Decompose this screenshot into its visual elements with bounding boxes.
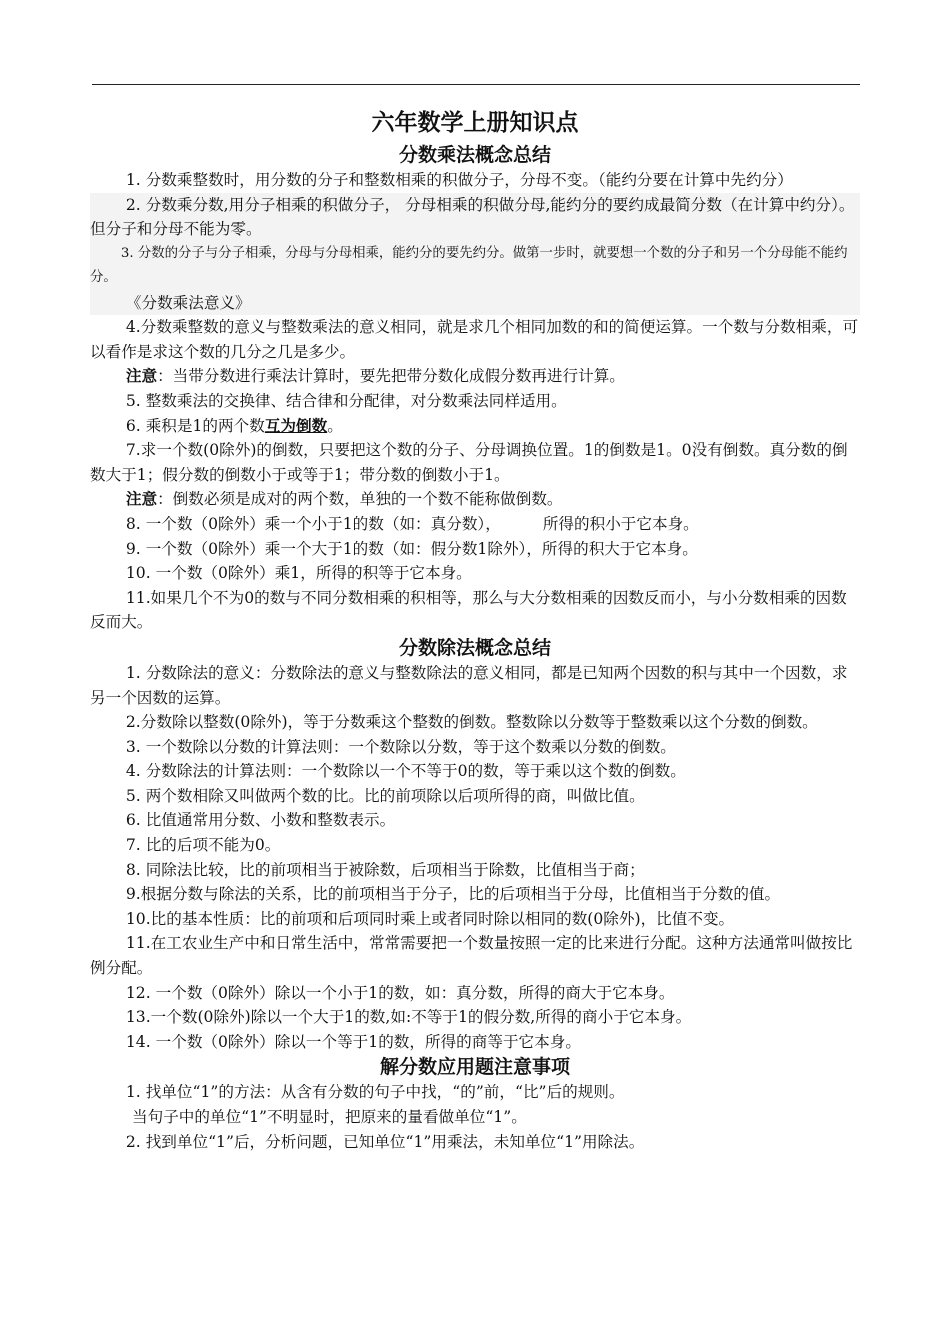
paragraph: 3. 分数的分子与分子相乘，分母与分母相乘，能约分的要先约分。做第一步时，就要想一个数的分子和另一个分母能不能约分。 [90, 245, 848, 286]
subheading-meaning: 《分数乘法意义》 [125, 293, 251, 312]
text-segment: 所得的积小于它本身。 [542, 514, 699, 533]
paragraph: 当句子中的单位“1”不明显时，把原来的量看做单位“1”。 [132, 1108, 527, 1126]
paragraph: 1. 分数乘整数时，用分数的分子和整数相乘的积做分子，分母不变。（能约分要在计算中先约分） [125, 171, 793, 189]
note-label: 注意 [125, 366, 158, 386]
paragraph: 12. 一个数（0除外）除以一个小于1的数，如：真分数，所得的商大于它本身。 [125, 983, 675, 1002]
section-heading-multiplication: 分数乘法概念总结 [398, 144, 551, 166]
text-segment: 。 [327, 416, 343, 435]
paragraph: 3. 一个数除以分数的计算法则：一个数除以分数，等于这个数乘以分数的倒数。 [125, 737, 676, 756]
paragraph: 2. 分数乘分数,用分子相乘的积做分子， 分母相乘的积做分母,能约分的要约成最简分数（在计算中约分）。 但分子和分母不能为零。 [90, 195, 855, 239]
note-paragraph [90, 487, 860, 512]
page-title: 六年数学上册知识点 [371, 109, 579, 136]
paragraph: 11.如果几个不为0的数与不同分数相乘的积相等，那么与大分数相乘的因数反而小，与小分数相乘的因数反而大。 [90, 588, 847, 632]
paragraph: 7. 比的后项不能为0。 [125, 836, 281, 855]
paragraph: 2. 找到单位“1”后，分析问题，已知单位“1”用乘法，未知单位“1”用除法。 [125, 1132, 645, 1151]
text-segment: 8. 一个数（0除外）乘一个小于1的数（如：真分数）， [125, 514, 501, 533]
text-segment: 6. 乘积是1的两个数 [125, 416, 265, 435]
paragraph: 9.根据分数与除法的关系，比的前项相当于分子，比的后项相当于分母，比值相当于分数的值。 [125, 885, 781, 904]
paragraph: 6. 比值通常用分数、小数和整数表示。 [125, 811, 396, 830]
paragraph: 8. 同除法比较，比的前项相当于被除数，后项相当于除数，比值相当于商； [125, 860, 645, 879]
paragraph: 4. 分数除法的计算法则：一个数除以一个不等于0的数，等于乘以这个数的倒数。 [125, 762, 686, 781]
paragraph: 10.比的基本性质：比的前项和后项同时乘上或者同时除以相同的数(0除外)，比值不变。 [125, 909, 735, 928]
note-label: 注意 [125, 489, 158, 509]
document-page [90, 104, 860, 1154]
paragraph: 10. 一个数（0除外）乘1，所得的积等于它本身。 [125, 564, 472, 583]
section-heading-division: 分数除法概念总结 [398, 636, 551, 659]
paragraph: 5. 整数乘法的交换律、结合律和分配律，对分数乘法同样适用。 [125, 391, 567, 410]
paragraph: 5. 两个数相除又叫做两个数的比。比的前项除以后项所得的商，叫做比值。 [125, 786, 645, 805]
paragraph: 4.分数乘整数的意义与整数乘法的意义相同，就是求几个相同加数的和的简便运算。一个数与分数相乘，可以看作是求这个数的几分之几是多少。 [90, 318, 859, 361]
note-text: ：倒数必须是成对的两个数，单独的一个数不能称做倒数。 [157, 490, 563, 509]
paragraph: 11.在工农业生产中和日常生活中，常常需要把一个数量按照一定的比来进行分配。这种方法通常叫做按比例分配。 [90, 934, 853, 978]
header-rule [92, 84, 860, 85]
paragraph: 1. 分数除法的意义：分数除法的意义与整数除法的意义相同，都是已知两个因数的积与其中一个因数，求另一个因数的运算。 [90, 663, 848, 707]
paragraph-reciprocal [90, 414, 860, 439]
paragraph: 1. 找单位“1”的方法：从含有分数的句子中找，“的”前，“比”后的规则。 [125, 1083, 625, 1102]
emphasis-reciprocal: 互为倒数 [264, 415, 328, 435]
paragraph [90, 512, 860, 537]
paragraph: 14. 一个数（0除外）除以一个等于1的数，所得的商等于它本身。 [125, 1032, 581, 1051]
section-heading-word-problems: 解分数应用题注意事项 [379, 1056, 570, 1079]
note-text: ：当带分数进行乘法计算时，要先把带分数化成假分数再进行计算。 [157, 367, 625, 386]
paragraph: 2.分数除以整数(0除外)，等于分数乘这个整数的倒数。整数除以分数等于整数乘以这个分数的倒数。 [125, 713, 818, 732]
shaded-block [90, 193, 860, 316]
paragraph: 13.一个数(0除外)除以一个大于1的数,如:不等于1的假分数,所得的商小于它本身。 [125, 1008, 692, 1027]
note-paragraph [90, 364, 860, 389]
paragraph: 9. 一个数（0除外）乘一个大于1的数（如：假分数1除外），所得的积大于它本身。 [125, 539, 698, 558]
paragraph: 7.求一个数(0除外)的倒数，只要把这个数的分子、分母调换位置。1的倒数是1。0没有倒数。真分数的倒数大于1；假分数的倒数小于或等于1；带分数的倒数小于1。 [90, 441, 848, 484]
